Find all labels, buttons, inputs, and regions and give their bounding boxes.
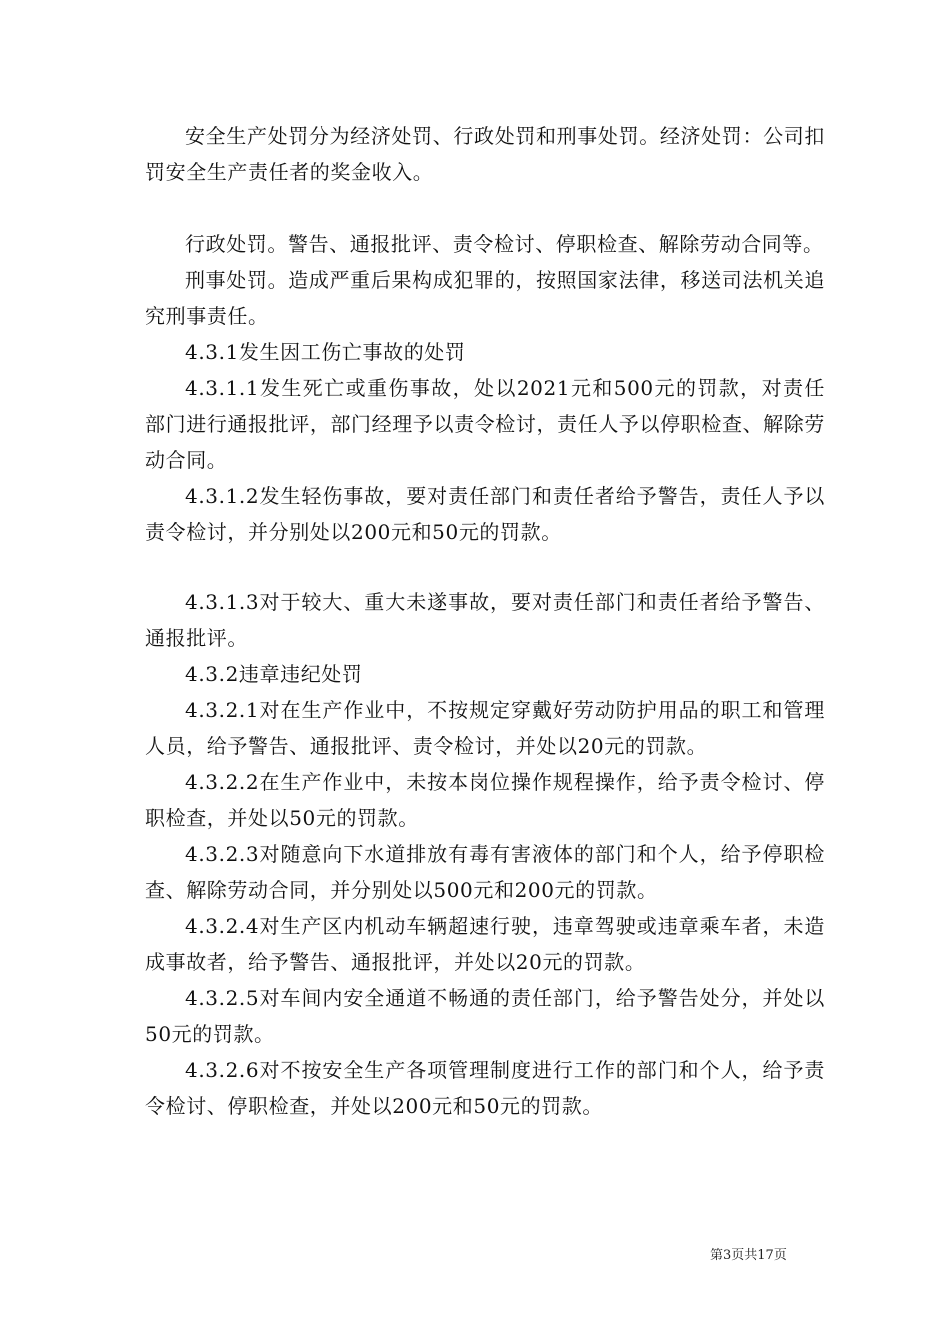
clause-4-3-1-3: 4.3.1.3对于较大、重大未遂事故，要对责任部门和责任者给予警告、通报批评。	[145, 590, 825, 650]
paragraph-administrative-penalty: 行政处罚。警告、通报批评、责令检讨、停职检查、解除劳动合同等。	[185, 232, 824, 256]
paragraph-criminal-penalty: 刑事处罚。造成严重后果构成犯罪的，按照国家法律，移送司法机关追究刑事责任。	[145, 268, 825, 328]
clause-4-3-2-2: 4.3.2.2在生产作业中，未按本岗位操作规程操作，给予责令检讨、停职检查，并处以50元的罚款。	[145, 770, 825, 830]
page-number-footer: 第3页共17页	[710, 1248, 787, 1263]
clause-4-3-1-2: 4.3.1.2发生轻伤事故，要对责任部门和责任者给予警告，责任人予以责令检讨，并分别处以200元和50元的罚款。	[145, 484, 825, 544]
paragraph-gap	[145, 550, 825, 584]
clause-4-3-2-5: 4.3.2.5对车间内安全通道不畅通的责任部门，给予警告处分，并处以50元的罚款。	[145, 986, 825, 1046]
clause-4-3-2-4: 4.3.2.4对生产区内机动车辆超速行驶，违章驾驶或违章乘车者，未造成事故者，给予警告、通报批评，并处以20元的罚款。	[145, 914, 825, 974]
clause-4-3-2-3: 4.3.2.3对随意向下水道排放有毒有害液体的部门和个人，给予停职检查、解除劳动合同，并分别处以500元和200元的罚款。	[145, 842, 825, 902]
clause-4-3-1-1: 4.3.1.1发生死亡或重伤事故，处以2021元和500元的罚款，对责任部门进行通报批评，部门经理予以责令检讨，责任人予以停职检查、解除劳动合同。	[145, 376, 825, 472]
clause-4-3-2-1: 4.3.2.1对在生产作业中，不按规定穿戴好劳动防护用品的职工和管理人员，给予警告、通报批评、责令检讨，并处以20元的罚款。	[145, 698, 825, 758]
section-heading-4-3-2: 4.3.2违章违纪处罚	[185, 662, 363, 686]
paragraph-penalty-types: 安全生产处罚分为经济处罚、行政处罚和刑事处罚。经济处罚：公司扣罚安全生产责任者的奖金收入。	[145, 124, 825, 184]
document-body	[145, 118, 825, 1124]
paragraph-gap	[145, 190, 825, 226]
clause-4-3-2-6: 4.3.2.6对不按安全生产各项管理制度进行工作的部门和个人，给予责令检讨、停职检查，并处以200元和50元的罚款。	[145, 1058, 825, 1118]
section-heading-4-3-1: 4.3.1发生因工伤亡事故的处罚	[185, 340, 466, 364]
